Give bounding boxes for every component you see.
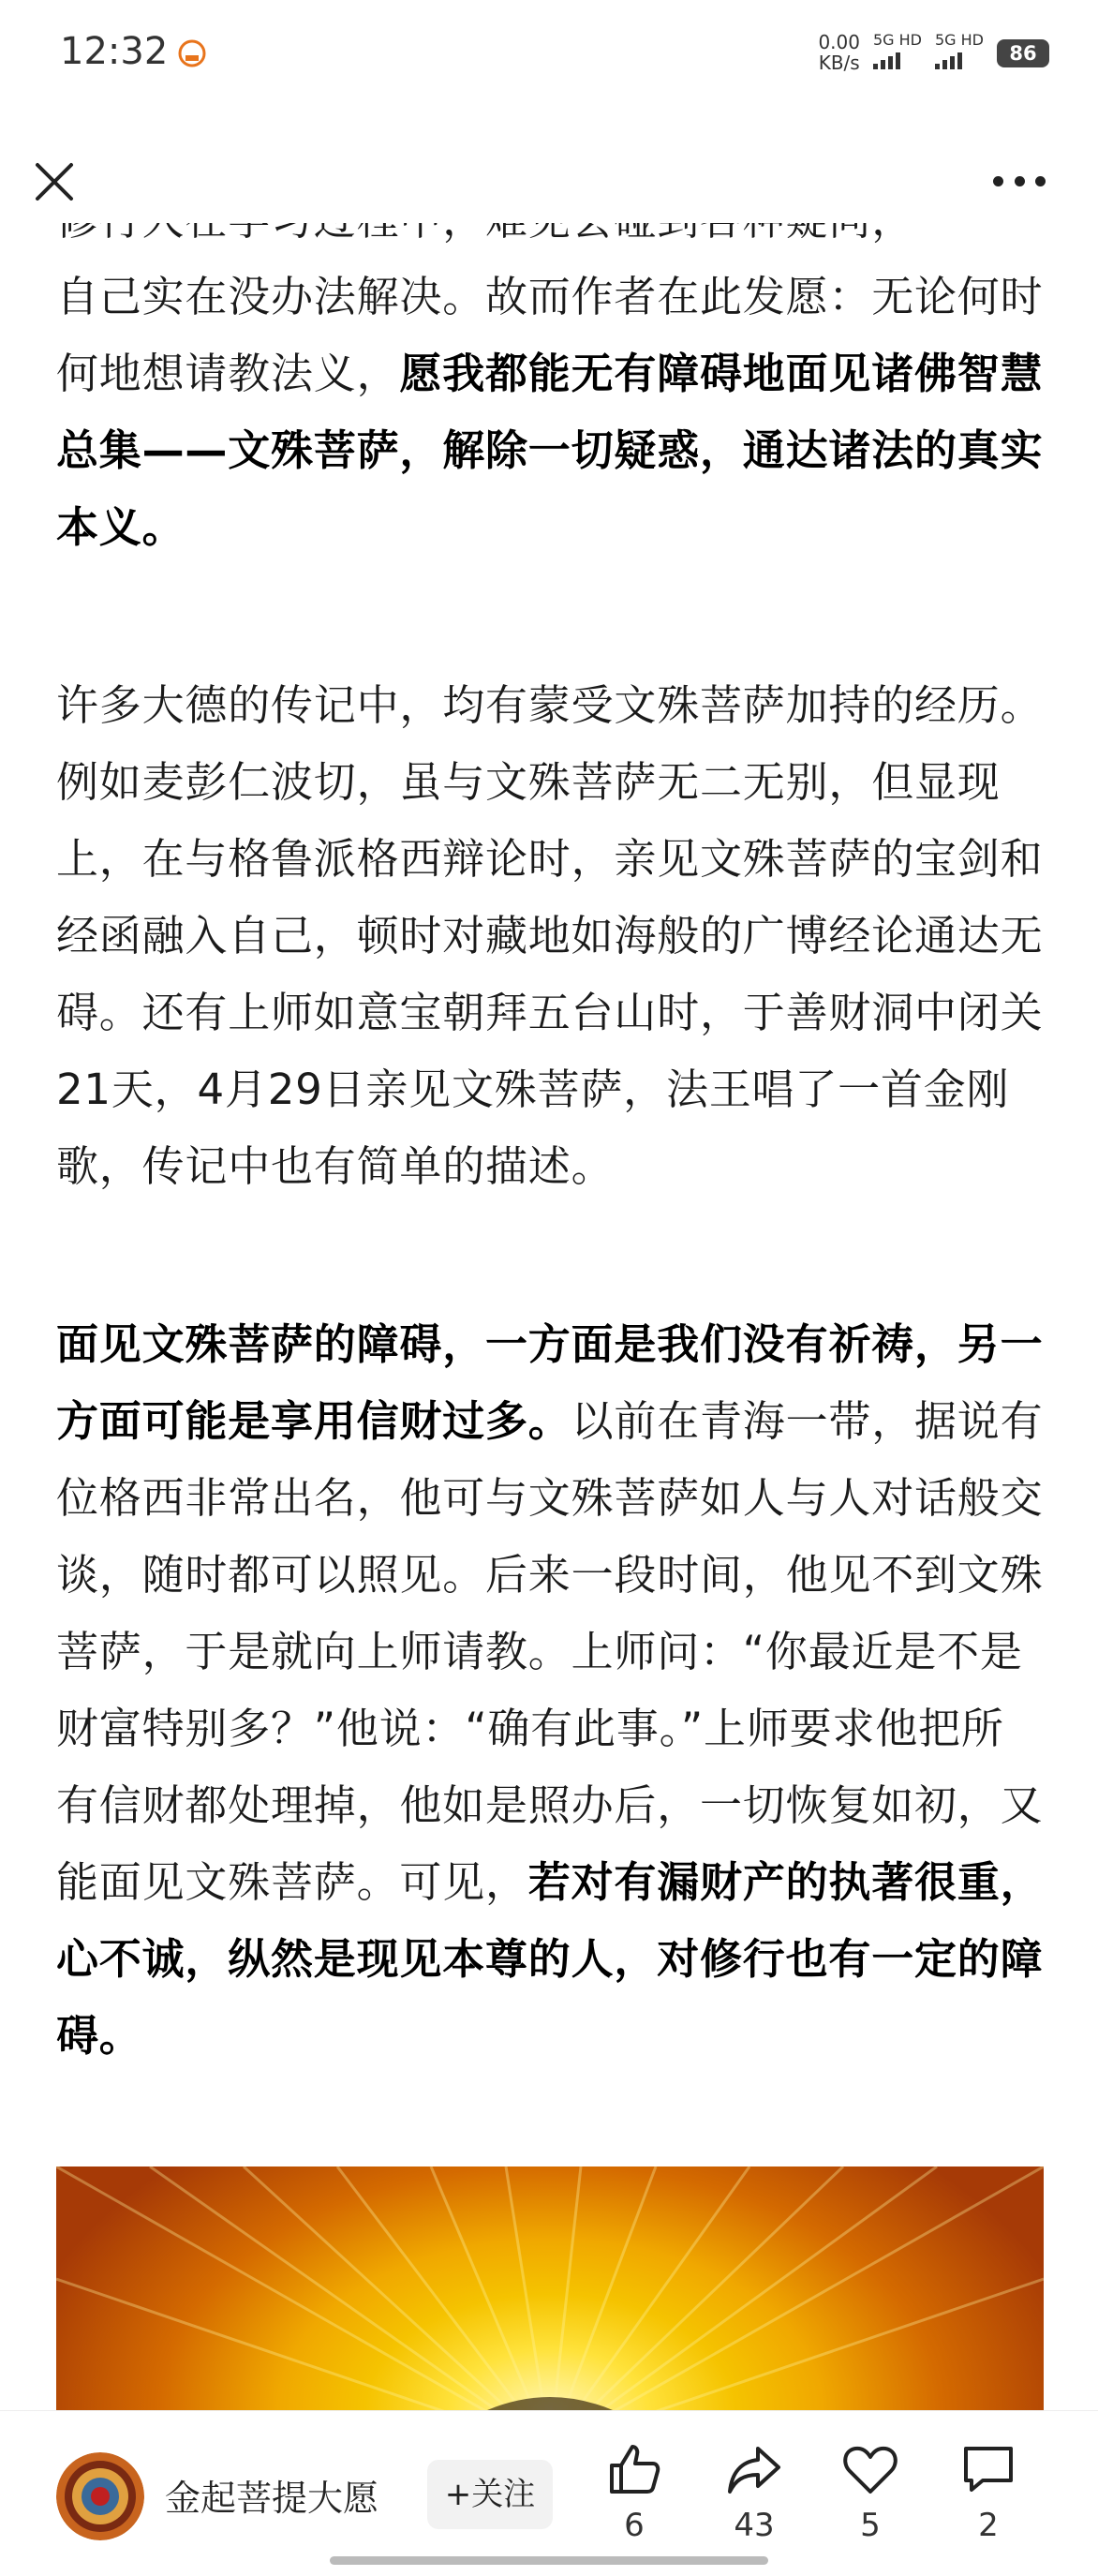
article-bold-text: 面见文殊菩萨的障碍，一方面是我们没有祈祷，另一方面可能是享用信财过多。	[56, 1319, 1044, 1446]
author-avatar[interactable]	[56, 2452, 144, 2540]
status-time: 12:32	[60, 30, 169, 73]
favorite-icon	[840, 2439, 900, 2499]
sim2-signal: 5G HD	[935, 32, 984, 69]
share-button[interactable]	[712, 2439, 796, 2544]
comment-button[interactable]	[946, 2439, 1031, 2544]
net-speed: 0.00 KB/s	[818, 31, 860, 74]
share-icon	[724, 2439, 784, 2499]
bottom-action-bar	[0, 2410, 1098, 2576]
sim1-signal: 5G HD	[873, 32, 922, 69]
author-name[interactable]: 金起菩提大愿	[165, 2478, 379, 2519]
app-notification-icon	[178, 39, 206, 67]
article-paragraph-2: 许多大德的传记中，均有蒙受文殊菩萨加持的经历。例如麦彭仁波切，虽与文殊菩萨无二无别，但显现上，在与格鲁派格西辩论时，亲见文殊菩萨的宝剑和经函融入自己，顿时对藏地如海般的广博经论通达无碍。还有上师如意宝朝拜五台山时，于善财洞中闭关21天，4月29日亲见文殊菩萨，法王唱了一首金刚歌，传记中也有简单的描述。	[56, 680, 1044, 1191]
share-count: 43	[734, 2507, 775, 2544]
article-bold-text: 愿我都能无有障碍地面见诸佛智慧总集——文殊菩萨，解除一切疑惑，通达诸法的真实本义。	[56, 349, 1044, 552]
battery-icon: 86	[997, 39, 1049, 67]
golden-rays-image	[56, 2167, 1044, 2410]
article-image[interactable]	[56, 2167, 1044, 2410]
signal-bars-icon	[935, 49, 962, 69]
comment-count: 2	[978, 2507, 999, 2544]
status-indicators	[818, 32, 1049, 79]
like-button[interactable]	[592, 2439, 676, 2544]
article-body	[56, 221, 1044, 2075]
article-paragraph-3: 面见文殊菩萨的障碍，一方面是我们没有祈祷，另一方面可能是享用信财过多。以前在青海一带，据说有位格西非常出名，他可与文殊菩萨如人与人对话般交谈，随时都可以照见。后来一段时间，他见不到文殊菩萨，于是就向上师请教。上师问：“你最近是不是财富特别多？”他说：“确有此事。”上师要求他把所有信财都处理掉，他如是照办后，一切恢复如初，又能面见文殊菩萨。可见，若对有漏财产的执著很重，心不诚，纵然是现见本尊的人，对修行也有一定的障碍。	[56, 1319, 1044, 2061]
like-icon	[604, 2439, 664, 2499]
home-indicator	[330, 2556, 768, 2565]
comment-icon	[958, 2439, 1018, 2499]
favorite-count: 5	[860, 2507, 881, 2544]
status-bar	[0, 0, 1098, 111]
close-icon[interactable]	[32, 159, 77, 204]
like-count: 6	[624, 2507, 645, 2544]
article-paragraph-1: 自己实在没办法解决。故而作者在此发愿：无论何时何地想请教法义，愿我都能无有障碍地面见诸佛智慧总集——文殊菩萨，解除一切疑惑，通达诸法的真实本义。	[56, 272, 1044, 552]
favorite-button[interactable]	[828, 2439, 913, 2544]
article-bold-text: 若对有漏财产的执著很重，心不诚，纵然是现见本尊的人，对修行也有一定的障碍。	[56, 1857, 1044, 2061]
signal-bars-icon	[873, 49, 900, 69]
follow-button[interactable]: +关注	[427, 2460, 553, 2529]
more-icon[interactable]	[993, 169, 1046, 193]
nav-bar	[0, 111, 1098, 223]
